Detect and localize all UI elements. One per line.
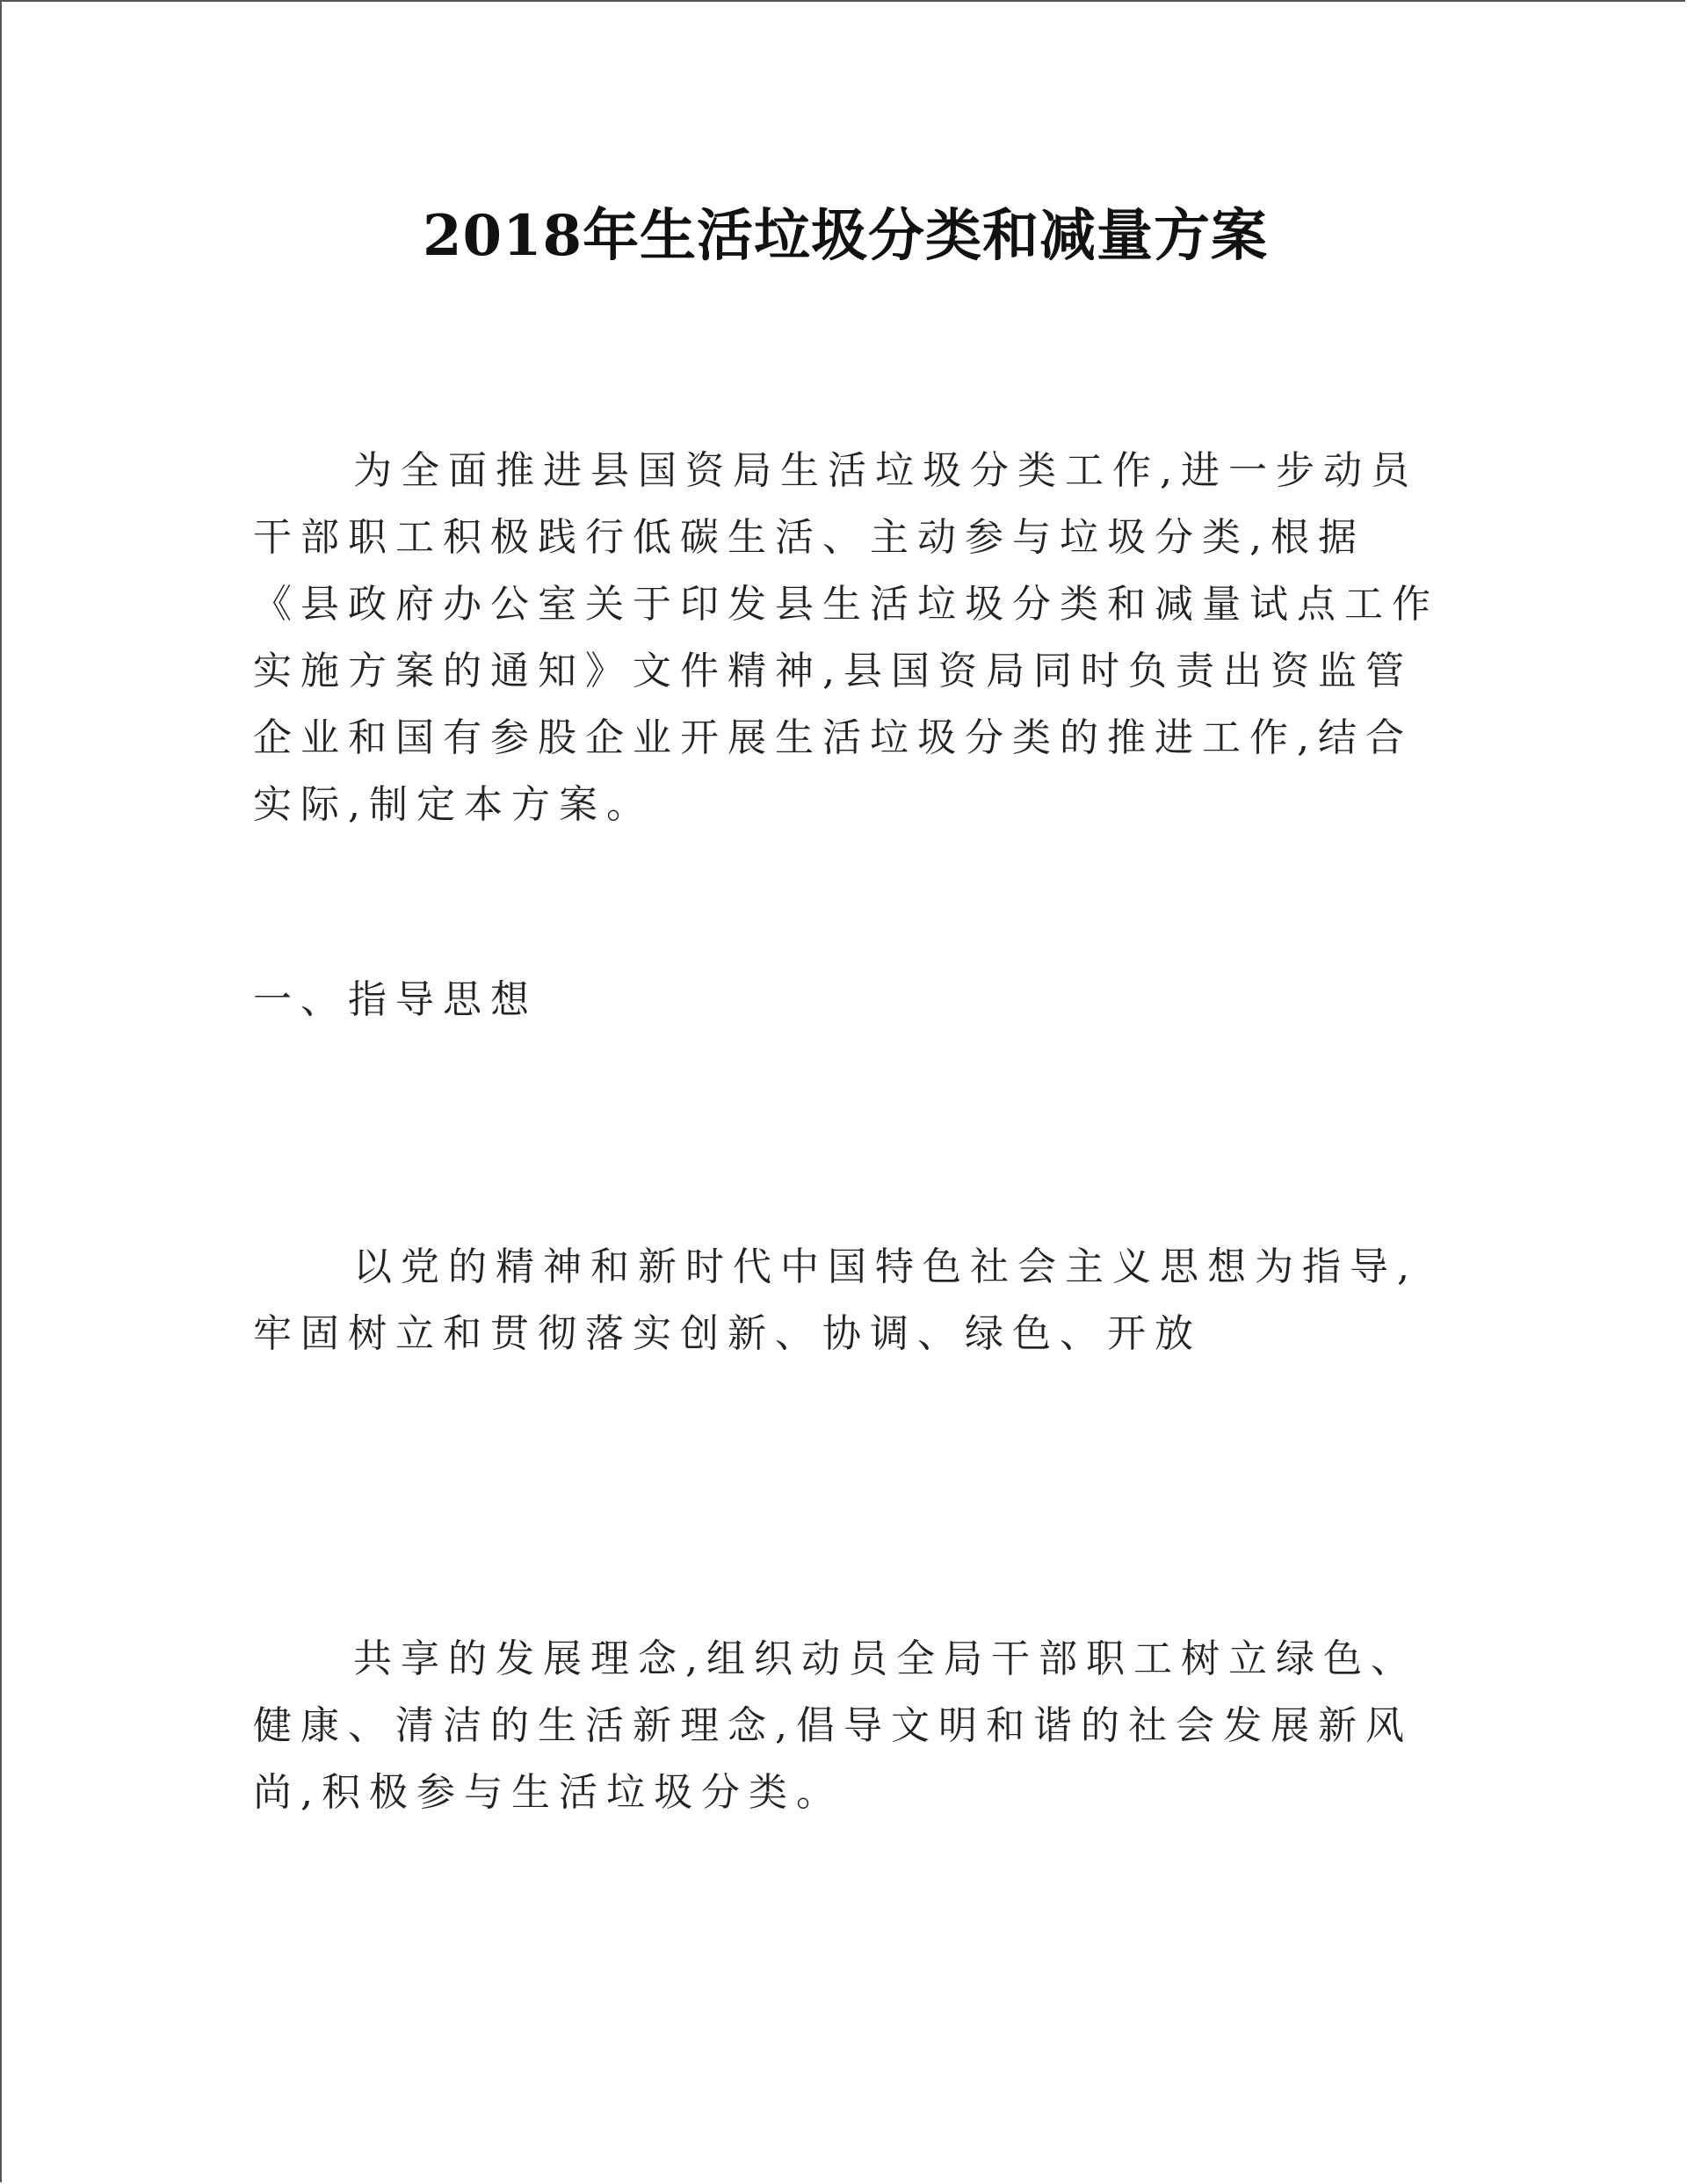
document-title: 2018年生活垃圾分类和减量方案 — [422, 203, 1269, 269]
section-heading-guiding-thought: 一、指导思想 — [253, 977, 538, 1022]
paragraph-intro: 为全面推进县国资局生活垃圾分类工作,进一步动员干部职工积极践行低碳生活、主动参与垃圾分类,根据《县政府办公室关于印发县生活垃圾分类和减量试点工作实施方案的通知》文件精神,县国资局同时负责出资监管企业和国有参股企业开展生活垃圾分类的推进工作,结合实际,制定本方案。 — [253, 448, 1439, 827]
paragraph-shared-development: 共享的发展理念,组织动员全局干部职工树立绿色、健康、清洁的生活新理念,倡导文明和谐的社会发展新风尚,积极参与生活垃圾分类。 — [253, 1636, 1418, 1815]
paragraph-guiding-thought: 以党的精神和新时代中国特色社会主义思想为指导,牢固树立和贯彻落实创新、协调、绿色、开放 — [253, 1244, 1418, 1356]
